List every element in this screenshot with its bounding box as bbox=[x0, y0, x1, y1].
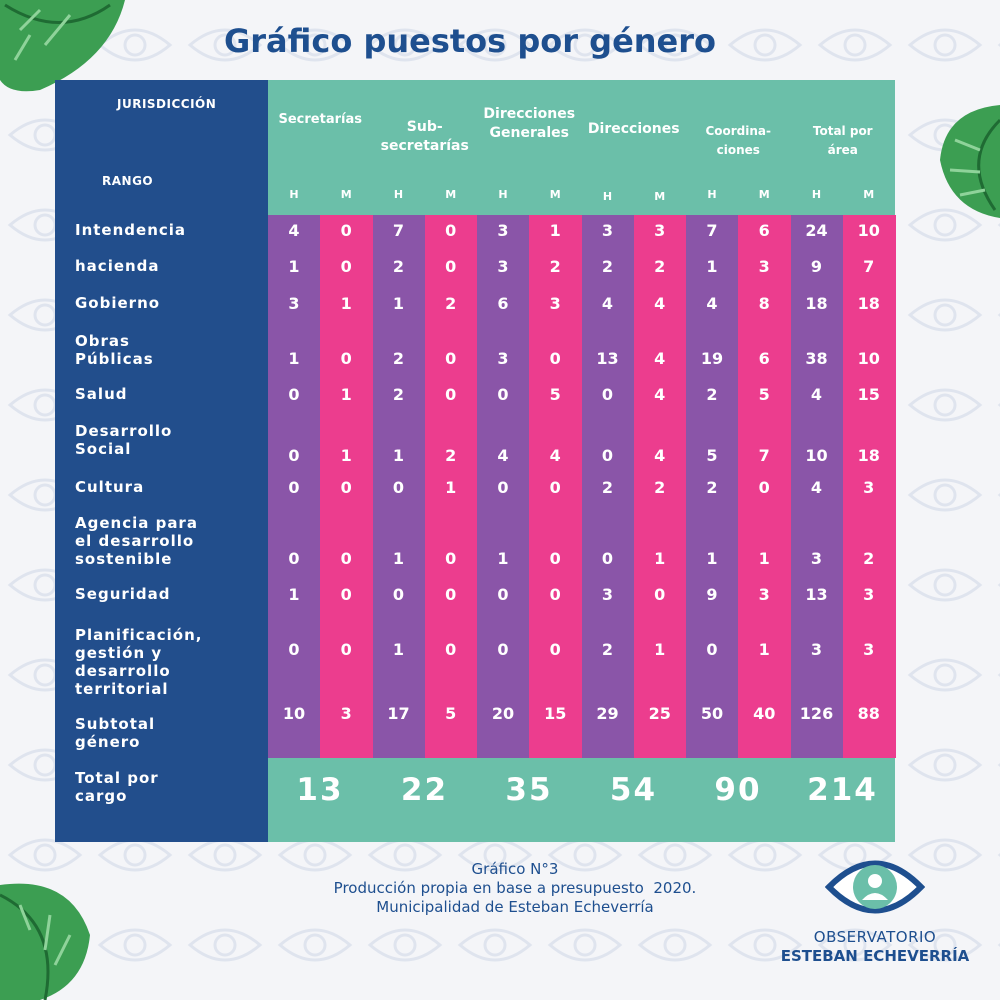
table-cell: 0 bbox=[288, 640, 300, 659]
table-cell: 20 bbox=[491, 704, 515, 723]
table-cell: 1 bbox=[758, 640, 770, 659]
row-label: Gobierno bbox=[75, 294, 161, 312]
table-cell: 15 bbox=[544, 704, 567, 723]
logo-line-2: ESTEBAN ECHEVERRÍA bbox=[780, 947, 970, 965]
table-cell: 0 bbox=[340, 549, 352, 568]
table-cell: 13 bbox=[805, 585, 828, 604]
total-label: Total por cargo bbox=[75, 769, 159, 805]
table-cell: 2 bbox=[392, 385, 405, 404]
table-cell: 4 bbox=[601, 294, 614, 313]
table-cell: 3 bbox=[497, 257, 509, 276]
caption-line-1: Gráfico N°3 bbox=[471, 860, 559, 878]
table-cell: 0 bbox=[601, 446, 614, 465]
table-cell: 8 bbox=[758, 294, 770, 313]
table-cell: 4 bbox=[654, 385, 666, 404]
table-cell: 3 bbox=[758, 257, 770, 276]
table-cell: 0 bbox=[758, 478, 770, 497]
table-cell: 0 bbox=[549, 549, 561, 568]
table-cell: 0 bbox=[445, 385, 457, 404]
table-cell: 2 bbox=[654, 257, 666, 276]
sub-column-header: H bbox=[393, 188, 404, 201]
table-cell: 0 bbox=[340, 257, 352, 276]
sub-column-header: M bbox=[549, 188, 561, 201]
table-cell: 7 bbox=[392, 221, 405, 240]
row-label: Intendencia bbox=[75, 221, 187, 239]
table-cell: 10 bbox=[282, 704, 306, 723]
table-cell: 126 bbox=[799, 704, 834, 723]
table-cell: 0 bbox=[549, 640, 561, 659]
total-value: 13 bbox=[296, 772, 344, 808]
table-cell: 3 bbox=[549, 294, 561, 313]
table-cell: 2 bbox=[549, 257, 561, 276]
table-cell: 1 bbox=[654, 549, 666, 568]
table-cell: 4 bbox=[654, 446, 666, 465]
sub-column-header: M bbox=[758, 188, 770, 201]
table-cell: 0 bbox=[340, 640, 352, 659]
table-cell: 3 bbox=[863, 478, 875, 497]
data-table bbox=[55, 80, 895, 842]
table-cell: 2 bbox=[392, 349, 405, 368]
caption-line-3: Municipalidad de Esteban Echeverría bbox=[376, 898, 654, 916]
jurisdiccion-label: JURISDICCIÓN bbox=[117, 97, 217, 111]
table-cell: 2 bbox=[601, 257, 614, 276]
table-cell: 7 bbox=[706, 221, 718, 240]
row-label: Desarrollo Social bbox=[75, 422, 173, 458]
table-cell: 5 bbox=[445, 704, 457, 723]
table-cell: 0 bbox=[497, 640, 509, 659]
table-cell: 88 bbox=[857, 704, 880, 723]
row-label: Seguridad bbox=[75, 585, 171, 603]
table-cell: 0 bbox=[288, 549, 300, 568]
table-cell: 3 bbox=[863, 585, 875, 604]
table-cell: 2 bbox=[445, 446, 457, 465]
sub-column-header: H bbox=[811, 188, 822, 201]
table-cell: 5 bbox=[706, 446, 718, 465]
table-cell: 3 bbox=[601, 585, 614, 604]
eye-icon bbox=[825, 848, 925, 926]
row-label: hacienda bbox=[75, 257, 160, 275]
logo-line-1: OBSERVATORIO bbox=[813, 928, 937, 946]
row-label: Cultura bbox=[75, 478, 145, 496]
caption-line-2: Producción propia en base a presupuesto 2020. bbox=[333, 879, 697, 897]
table-cell: 0 bbox=[445, 349, 457, 368]
table-cell: 0 bbox=[497, 478, 509, 497]
table-cell: 0 bbox=[497, 385, 509, 404]
row-label: Planificación, gestión y desarrollo territorial bbox=[75, 626, 203, 698]
table-cell: 4 bbox=[288, 221, 300, 240]
chart-title: Gráfico puestos por género bbox=[223, 22, 717, 60]
table-cell: 25 bbox=[648, 704, 671, 723]
table-cell: 3 bbox=[863, 640, 875, 659]
table-cell: 0 bbox=[445, 585, 457, 604]
table-cell: 7 bbox=[758, 446, 770, 465]
total-value: 214 bbox=[807, 772, 878, 808]
table-cell: 6 bbox=[497, 294, 509, 313]
total-value: 35 bbox=[505, 772, 553, 808]
sub-column-header: H bbox=[498, 188, 508, 201]
table-cell: 0 bbox=[288, 385, 300, 404]
table-cell: 1 bbox=[497, 549, 509, 568]
table-cell: 0 bbox=[288, 446, 300, 465]
table-cell: 2 bbox=[601, 478, 614, 497]
table-cell: 3 bbox=[340, 704, 352, 723]
table-cell: 9 bbox=[810, 257, 823, 276]
table-cell: 0 bbox=[549, 478, 561, 497]
table-cell: 3 bbox=[810, 640, 823, 659]
table-cell: 1 bbox=[549, 221, 561, 240]
table-cell: 1 bbox=[392, 640, 405, 659]
table-cell: 4 bbox=[810, 478, 823, 497]
table-cell: 3 bbox=[497, 349, 509, 368]
table-cell: 0 bbox=[654, 585, 666, 604]
sub-column-header: M bbox=[445, 188, 457, 201]
table-cell: 5 bbox=[549, 385, 561, 404]
sub-column-header: H bbox=[289, 188, 299, 201]
table-cell: 17 bbox=[387, 704, 410, 723]
table-cell: 3 bbox=[654, 221, 666, 240]
table-cell: 2 bbox=[706, 385, 718, 404]
sub-column-header: H bbox=[707, 188, 717, 201]
table-cell: 5 bbox=[758, 385, 770, 404]
table-cell: 19 bbox=[700, 349, 724, 368]
sub-column-header: M bbox=[654, 190, 666, 203]
table-cell: 18 bbox=[805, 294, 828, 313]
table-cell: 2 bbox=[654, 478, 666, 497]
table-cell: 40 bbox=[753, 704, 776, 723]
table-cell: 18 bbox=[857, 294, 880, 313]
table-cell: 18 bbox=[857, 446, 880, 465]
table-cell: 1 bbox=[392, 446, 405, 465]
sub-column-header: M bbox=[863, 188, 875, 201]
table-cell: 1 bbox=[288, 585, 300, 604]
table-cell: 1 bbox=[654, 640, 666, 659]
table-cell: 1 bbox=[340, 385, 352, 404]
table-cell: 3 bbox=[758, 585, 770, 604]
table-cell: 0 bbox=[601, 549, 614, 568]
table-cell: 3 bbox=[288, 294, 300, 313]
table-cell: 10 bbox=[857, 349, 880, 368]
table-cell: 3 bbox=[497, 221, 509, 240]
table-cell: 1 bbox=[758, 549, 770, 568]
column-header: Direcciones bbox=[587, 121, 680, 137]
table-cell: 2 bbox=[863, 549, 875, 568]
table-cell: 29 bbox=[596, 704, 619, 723]
table-cell: 6 bbox=[758, 349, 770, 368]
table-cell: 0 bbox=[497, 585, 509, 604]
table-cell: 1 bbox=[706, 549, 718, 568]
table-cell: 1 bbox=[392, 294, 405, 313]
table-cell: 0 bbox=[340, 585, 352, 604]
observatorio-logo bbox=[775, 848, 975, 973]
table-cell: 0 bbox=[288, 478, 300, 497]
table-cell: 3 bbox=[601, 221, 614, 240]
table-cell: 0 bbox=[601, 385, 614, 404]
table-cell: 0 bbox=[392, 585, 405, 604]
table-cell: 1 bbox=[445, 478, 457, 497]
row-label: Salud bbox=[75, 385, 128, 403]
table-cell: 0 bbox=[549, 585, 561, 604]
table-cell: 4 bbox=[497, 446, 509, 465]
column-header: Secretarías bbox=[278, 112, 362, 127]
table-cell: 1 bbox=[340, 446, 352, 465]
table-cell: 0 bbox=[392, 478, 405, 497]
table-cell: 0 bbox=[549, 349, 561, 368]
column-header: Sub- secretarías bbox=[380, 119, 469, 154]
column-header: Coordina- ciones bbox=[705, 124, 772, 157]
table-cell: 0 bbox=[445, 257, 457, 276]
table-cell: 1 bbox=[340, 294, 352, 313]
table-cell: 4 bbox=[706, 294, 718, 313]
table-cell: 0 bbox=[445, 549, 457, 568]
row-label: Subtotal género bbox=[75, 715, 156, 751]
table-cell: 4 bbox=[654, 294, 666, 313]
table-cell: 6 bbox=[758, 221, 770, 240]
column-header: Total por área bbox=[812, 124, 873, 157]
row-label: Obras Públicas bbox=[75, 332, 154, 368]
table-cell: 0 bbox=[706, 640, 718, 659]
table-cell: 10 bbox=[857, 221, 880, 240]
table-cell: 0 bbox=[340, 221, 352, 240]
column-header: Direcciones Generales bbox=[483, 106, 576, 141]
total-value: 22 bbox=[400, 772, 449, 808]
table-cell: 38 bbox=[805, 349, 828, 368]
table-cell: 0 bbox=[445, 221, 457, 240]
table-cell: 4 bbox=[810, 385, 823, 404]
table-cell: 2 bbox=[392, 257, 405, 276]
table-cell: 0 bbox=[445, 640, 457, 659]
table-cell: 10 bbox=[805, 446, 828, 465]
total-value: 90 bbox=[714, 772, 762, 808]
table-cell: 2 bbox=[706, 478, 718, 497]
table-cell: 2 bbox=[445, 294, 457, 313]
row-label: Agencia para el desarrollo sostenible bbox=[75, 514, 198, 568]
table-cell: 1 bbox=[392, 549, 405, 568]
table-cell: 9 bbox=[706, 585, 718, 604]
table-cell: 7 bbox=[863, 257, 875, 276]
table-cell: 13 bbox=[596, 349, 619, 368]
sub-column-header: M bbox=[340, 188, 352, 201]
table-cell: 4 bbox=[654, 349, 666, 368]
table-cell: 4 bbox=[549, 446, 561, 465]
table-cell: 1 bbox=[706, 257, 718, 276]
table-cell: 24 bbox=[805, 221, 828, 240]
table-cell: 2 bbox=[601, 640, 614, 659]
rango-label: RANGO bbox=[102, 174, 154, 188]
table-cell: 50 bbox=[700, 704, 724, 723]
sub-column-header: H bbox=[602, 190, 613, 203]
table-cell: 1 bbox=[288, 349, 300, 368]
table-cell: 1 bbox=[288, 257, 300, 276]
table-cell: 0 bbox=[340, 478, 352, 497]
table-cell: 0 bbox=[340, 349, 352, 368]
total-value: 54 bbox=[609, 772, 658, 808]
table-cell: 15 bbox=[857, 385, 880, 404]
table-cell: 3 bbox=[810, 549, 823, 568]
leaf-top-right-icon bbox=[935, 100, 1000, 220]
